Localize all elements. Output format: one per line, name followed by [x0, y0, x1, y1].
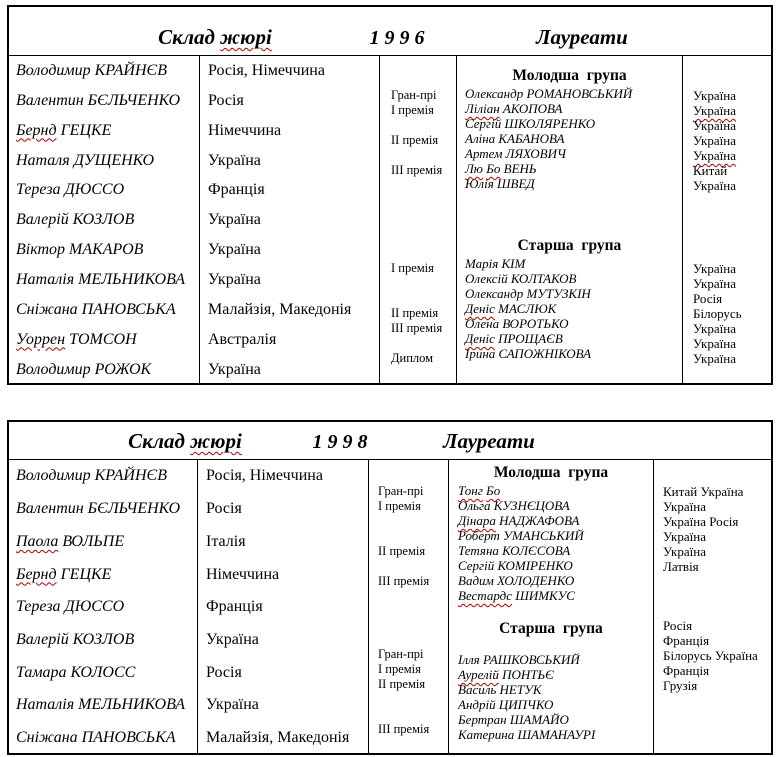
- laureate-name: Сергій ШКОЛЯРЕНКО: [465, 116, 596, 131]
- jury-row: [9, 175, 199, 205]
- laureate-name: Вадим ХОЛОДЕНКО: [458, 573, 575, 588]
- misspelled-word: Лю: [465, 161, 483, 176]
- jury-member-name: Тереза ДЮССО: [16, 181, 125, 199]
- laureate-country: Китай Україна: [663, 484, 744, 499]
- laureate-country: Україна: [693, 148, 736, 163]
- prize-label: [369, 529, 448, 544]
- jury-member-country: Україна: [206, 696, 259, 714]
- jury-row: [9, 205, 199, 235]
- laureate-name: Бертран ШАМАЙО: [458, 712, 569, 727]
- prize-label: [380, 291, 456, 306]
- jury-country-row: [198, 525, 368, 558]
- laureate-name: Василь НЕТУК: [458, 682, 542, 697]
- jury-member-name: Валерій КОЗЛОВ: [16, 211, 135, 229]
- prize-label: І премія: [391, 103, 434, 117]
- laureate-name: Ольга КУЗНЄЦОВА: [458, 498, 570, 513]
- laureate-country: Україна Росія: [663, 514, 739, 529]
- prize-label: Гран-прі: [391, 88, 437, 102]
- prize-label: І премія: [378, 662, 421, 676]
- laureates-title: Лауреати: [536, 25, 628, 49]
- jury-country-column: [197, 460, 368, 753]
- jury-member-name: Володимир КРАЙНЄВ: [16, 467, 167, 485]
- laureate-country: Україна: [693, 276, 736, 291]
- laureate-name: [449, 483, 653, 498]
- jury-country-row: [198, 558, 368, 591]
- laureate-country: Франція: [663, 663, 710, 678]
- table-body: [9, 459, 771, 753]
- laureate-country: Україна: [663, 544, 706, 559]
- laureate-country: Китай: [693, 163, 728, 178]
- jury-laureates-table-1996: [7, 5, 773, 385]
- jury-member-country: Малайзія, Македонія: [208, 300, 352, 318]
- prize-label: [380, 148, 456, 163]
- jury-row: [9, 722, 197, 753]
- prize-label: ІІ премія: [391, 133, 439, 147]
- table-header-row: [9, 422, 771, 459]
- prize-label: ІІІ премія: [378, 574, 430, 588]
- jury-row: [9, 591, 197, 624]
- jury-country-row: [200, 325, 379, 355]
- jury-member-name: Тереза ДЮССО: [16, 598, 125, 616]
- laureate-country: Україна: [663, 499, 706, 514]
- misspelled-word: жюрі: [220, 25, 272, 49]
- jury-member-name: Бернд ГЕЦКЕ: [16, 565, 112, 583]
- jury-country-row: [200, 235, 379, 265]
- laureate-country-column: [682, 56, 775, 383]
- jury-member-name: Уоррен ТОМСОН: [16, 330, 137, 348]
- prize-label: ІІІ премія: [391, 321, 443, 335]
- laureate-name: Андрій ЦИПЧКО: [458, 697, 554, 712]
- jury-title: Склад жюрі: [158, 25, 272, 49]
- jury-member-country: Україна: [208, 211, 261, 229]
- laureate-country: Україна: [693, 133, 736, 148]
- laureates-title: Лауреати: [443, 429, 535, 453]
- jury-member-name: Сніжана ПАНОВСЬКА: [16, 300, 176, 318]
- jury-member-country: Україна: [208, 241, 261, 259]
- jury-row: [9, 525, 197, 558]
- jury-member-country: Італія: [206, 532, 246, 550]
- misspelled-word: Ліліан: [465, 101, 500, 116]
- laureate-name: Тетяна КОЛЄСОВА: [458, 543, 571, 558]
- jury-title: Склад жюрі: [128, 429, 242, 453]
- laureate-name: Катерина ШАМАНАУРІ: [458, 727, 596, 742]
- laureate-name: Деніс ПРОЩАЄВ: [465, 331, 563, 346]
- jury-member-country: Росія: [208, 91, 244, 109]
- misspelled-word: Бо: [486, 161, 501, 176]
- jury-country-row: [198, 689, 368, 722]
- jury-country-row: [200, 56, 379, 86]
- laureate-name: Ілля РАШКОВСЬКИЙ: [458, 652, 580, 667]
- jury-name-column: [9, 56, 199, 383]
- misspelled-word: Тонг: [458, 483, 483, 498]
- prize-label: Гран-прі: [378, 484, 424, 498]
- jury-row: [9, 86, 199, 116]
- prize-label: І премія: [391, 261, 434, 275]
- prize-label: [369, 559, 448, 574]
- prize-label: ІІІ премія: [391, 163, 443, 177]
- prize-column: [368, 460, 448, 753]
- prize-label: [380, 276, 456, 291]
- jury-member-country: Німеччина: [208, 121, 282, 139]
- laureate-name: Олександр МУТУЗКІН: [465, 286, 591, 301]
- prize-label: ІІ премія: [391, 306, 439, 320]
- prize-label: [369, 707, 448, 722]
- jury-member-country: Україна: [208, 151, 261, 169]
- jury-country-row: [200, 116, 379, 146]
- laureate-name: Артем ЛЯХОВИЧ: [465, 146, 566, 161]
- laureate-name: Лю Бо ВЕНЬ: [465, 161, 537, 176]
- misspelled-word: Уоррен: [16, 330, 66, 348]
- laureate-name: Олексій КОЛТАКОВ: [465, 271, 577, 286]
- laureate-name: Олександр РОМАНОВСЬКИЙ: [465, 86, 633, 101]
- jury-member-name: Наталя ДУЩЕНКО: [16, 151, 155, 169]
- laureate-country: Україна: [693, 103, 736, 118]
- jury-row: [9, 146, 199, 176]
- jury-laureates-table-1998: [7, 420, 773, 755]
- laureate-country: Україна: [693, 178, 736, 193]
- laureate-name: Олена ВОРОТЬКО: [465, 316, 569, 331]
- table-body: [9, 55, 771, 383]
- jury-country-row: [200, 355, 379, 383]
- laureate-name: Роберт УМАНСЬКИЙ: [458, 528, 584, 543]
- laureate-country: Білорусь Україна: [663, 648, 758, 663]
- year-label: 1 9 9 6: [369, 27, 425, 49]
- jury-member-country: Франція: [206, 598, 263, 616]
- jury-row: [9, 235, 199, 265]
- jury-country-row: [200, 175, 379, 205]
- prize-label: І премія: [378, 499, 421, 513]
- prize-label: [380, 336, 456, 351]
- jury-row: [9, 460, 197, 493]
- misspelled-word: Бернд: [16, 121, 57, 139]
- jury-member-name: Бернд ГЕЦКЕ: [16, 121, 112, 139]
- jury-member-country: Україна: [208, 270, 261, 288]
- prize-label: Гран-прі: [378, 647, 424, 661]
- jury-member-country: Австралія: [208, 330, 277, 348]
- jury-country-row: [200, 295, 379, 325]
- jury-member-name: Віктор МАКАРОВ: [16, 241, 144, 259]
- laureate-country: Україна: [693, 336, 736, 351]
- jury-member-country: Україна: [208, 360, 261, 378]
- table-header-row: [9, 7, 771, 55]
- jury-member-name: Валентин БЄЛЬЧЕНКО: [16, 500, 181, 518]
- jury-name-column: [9, 460, 197, 753]
- jury-member-country: Німеччина: [206, 565, 280, 583]
- laureate-country: Україна: [693, 321, 736, 336]
- jury-row: [9, 295, 199, 325]
- year-label: 1 9 9 8: [312, 431, 368, 453]
- laureate-name: Марія КІМ: [465, 256, 526, 271]
- jury-member-name: Валерій КОЗЛОВ: [16, 630, 135, 648]
- jury-member-country: Франція: [208, 181, 265, 199]
- jury-member-country: Росія: [206, 500, 242, 518]
- jury-member-name: Тамара КОЛОСС: [16, 663, 136, 681]
- jury-row: [9, 265, 199, 295]
- prize-column: [379, 56, 456, 383]
- jury-member-country: Україна: [206, 630, 259, 648]
- group-heading: Старша група: [517, 237, 622, 254]
- jury-country-row: [198, 722, 368, 753]
- misspelled-word: Бернд: [16, 565, 57, 583]
- jury-member-name: Валентин БЄЛЬЧЕНКО: [16, 91, 181, 109]
- jury-row: [9, 558, 197, 591]
- laureate-name: Деніс МАСЛЮК: [465, 301, 557, 316]
- laureate-name: Дінара НАДЖАФОВА: [458, 513, 580, 528]
- misspelled-word: Паола: [16, 532, 59, 550]
- jury-member-name: Паола ВОЛЬПЕ: [16, 532, 125, 550]
- jury-row: [9, 355, 199, 383]
- prize-label: ІІІ премія: [378, 722, 430, 736]
- jury-row: [9, 325, 199, 355]
- jury-member-name: Наталія МЕЛЬНИКОВА: [16, 270, 186, 288]
- jury-member-name: Наталія МЕЛЬНИКОВА: [16, 696, 186, 714]
- jury-member-name: Володимир РОЖОК: [16, 360, 152, 378]
- laureate-country: Україна: [663, 529, 706, 544]
- laureate-country: Білорусь: [693, 306, 742, 321]
- group-heading: Молодша група: [493, 464, 609, 481]
- jury-country-row: [198, 656, 368, 689]
- prize-label: [380, 118, 456, 133]
- jury-row: [9, 689, 197, 722]
- laureate-name: Вестардс ШИМКУС: [458, 588, 575, 603]
- jury-country-row: [198, 624, 368, 657]
- laureate-name: Аурелій ПОНТЬЄ: [458, 667, 554, 682]
- prize-label: Диплом: [391, 351, 434, 365]
- jury-country-row: [200, 265, 379, 295]
- jury-member-country: Росія, Німеччина: [206, 467, 323, 485]
- laureate-name: Ірина САПОЖНІКОВА: [465, 346, 592, 361]
- laureate-name: Аліна КАБАНОВА: [465, 131, 565, 146]
- jury-row: [9, 493, 197, 526]
- laureate-country: Латвія: [663, 559, 699, 574]
- jury-row: [9, 624, 197, 657]
- jury-country-row: [200, 205, 379, 235]
- misspelled-word: Дінара: [458, 513, 496, 528]
- jury-country-row: [198, 460, 368, 493]
- jury-country-row: [198, 493, 368, 526]
- jury-row: [9, 56, 199, 86]
- jury-country-row: [200, 86, 379, 116]
- laureate-name: Юлія ШВЕД: [465, 176, 535, 191]
- laureate-name-column: [456, 56, 682, 383]
- laureate-country: Україна: [693, 351, 736, 366]
- group-heading: Старша група: [499, 620, 603, 637]
- misspelled-word: Деніс: [465, 331, 495, 346]
- laureate-name: Ліліан АКОПОВА: [465, 101, 563, 116]
- laureate-country-column: [653, 460, 775, 753]
- prize-label: ІІ премія: [378, 544, 426, 558]
- laureate-name: Сергій КОМІРЕНКО: [458, 558, 573, 573]
- jury-member-country: Росія: [206, 663, 242, 681]
- prize-label: [369, 514, 448, 529]
- misspelled-word: Бо: [486, 483, 501, 498]
- laureate-country: Україна: [693, 118, 736, 133]
- laureate-country: Україна: [693, 88, 736, 103]
- misspelled-word: Аурелій: [458, 667, 499, 682]
- jury-row: [9, 656, 197, 689]
- misspelled-word: Вестардс: [458, 588, 513, 603]
- laureate-country: Франція: [663, 633, 710, 648]
- laureate-country: Росія: [693, 291, 723, 306]
- misspelled-word: жюрі: [190, 429, 242, 453]
- jury-row: [9, 116, 199, 146]
- laureate-name-column: [448, 460, 653, 753]
- misspelled-word: Деніс: [465, 301, 495, 316]
- laureate-country: Росія: [663, 618, 693, 633]
- jury-member-country: Малайзія, Македонія: [206, 729, 350, 747]
- jury-country-column: [199, 56, 379, 383]
- jury-member-name: Сніжана ПАНОВСЬКА: [16, 729, 176, 747]
- jury-country-row: [200, 146, 379, 176]
- prize-label: ІІ премія: [378, 677, 426, 691]
- prize-label: [369, 692, 448, 707]
- jury-member-name: Володимир КРАЙНЄВ: [16, 61, 167, 79]
- jury-member-country: Росія, Німеччина: [208, 61, 325, 79]
- laureate-country: Україна: [693, 261, 736, 276]
- jury-country-row: [198, 591, 368, 624]
- group-heading: Молодша група: [512, 67, 627, 84]
- laureate-country: Грузія: [663, 678, 698, 693]
